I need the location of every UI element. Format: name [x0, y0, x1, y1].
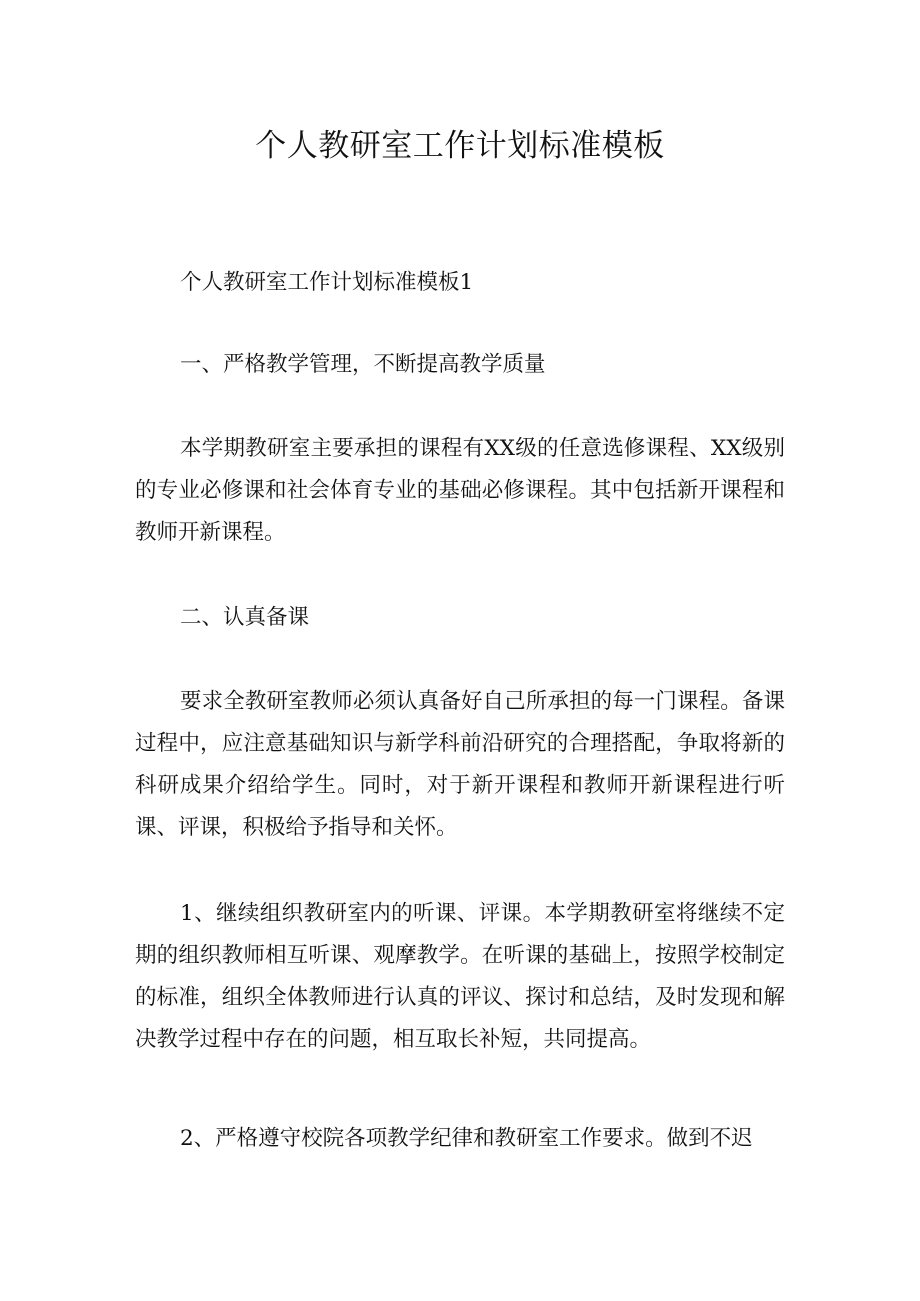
paragraph-one: 本学期教研室主要承担的课程有XX级的任意选修课程、XX级别的专业必修课和社会体育专业的基础必修课程。其中包括新开课程和教师开新课程。	[135, 436, 785, 545]
paragraph-two: 要求全教研室教师必须认真备好自己所承担的每一门课程。备课过程中，应注意基础知识与新学科前沿研究的合理搭配，争取将新的科研成果介绍给学生。同时，对于新开课程和教师开新课程进行听课、评课，积极给予指导和关怀。	[135, 689, 785, 840]
document-subtitle: 个人教研室工作计划标准模板1	[180, 270, 474, 295]
document-title: 个人教研室工作计划标准模板	[255, 128, 665, 164]
list-item-one: 1、继续组织教研室内的听课、评课。本学期教研室将继续不定期的组织教师相互听课、观摩教学。在听课的基础上，按照学校制定的标准，组织全体教师进行认真的评议、探讨和总结，及时发现和解决教学过程中存在的问题，相互取长补短，共同提高。	[135, 901, 785, 1052]
section-two-heading: 二、认真备课	[180, 605, 310, 630]
list-item-two: 2、严格遵守校院各项教学纪律和教研室工作要求。做到不迟	[180, 1126, 753, 1151]
section-one-heading: 一、严格教学管理，不断提高教学质量	[180, 352, 546, 377]
